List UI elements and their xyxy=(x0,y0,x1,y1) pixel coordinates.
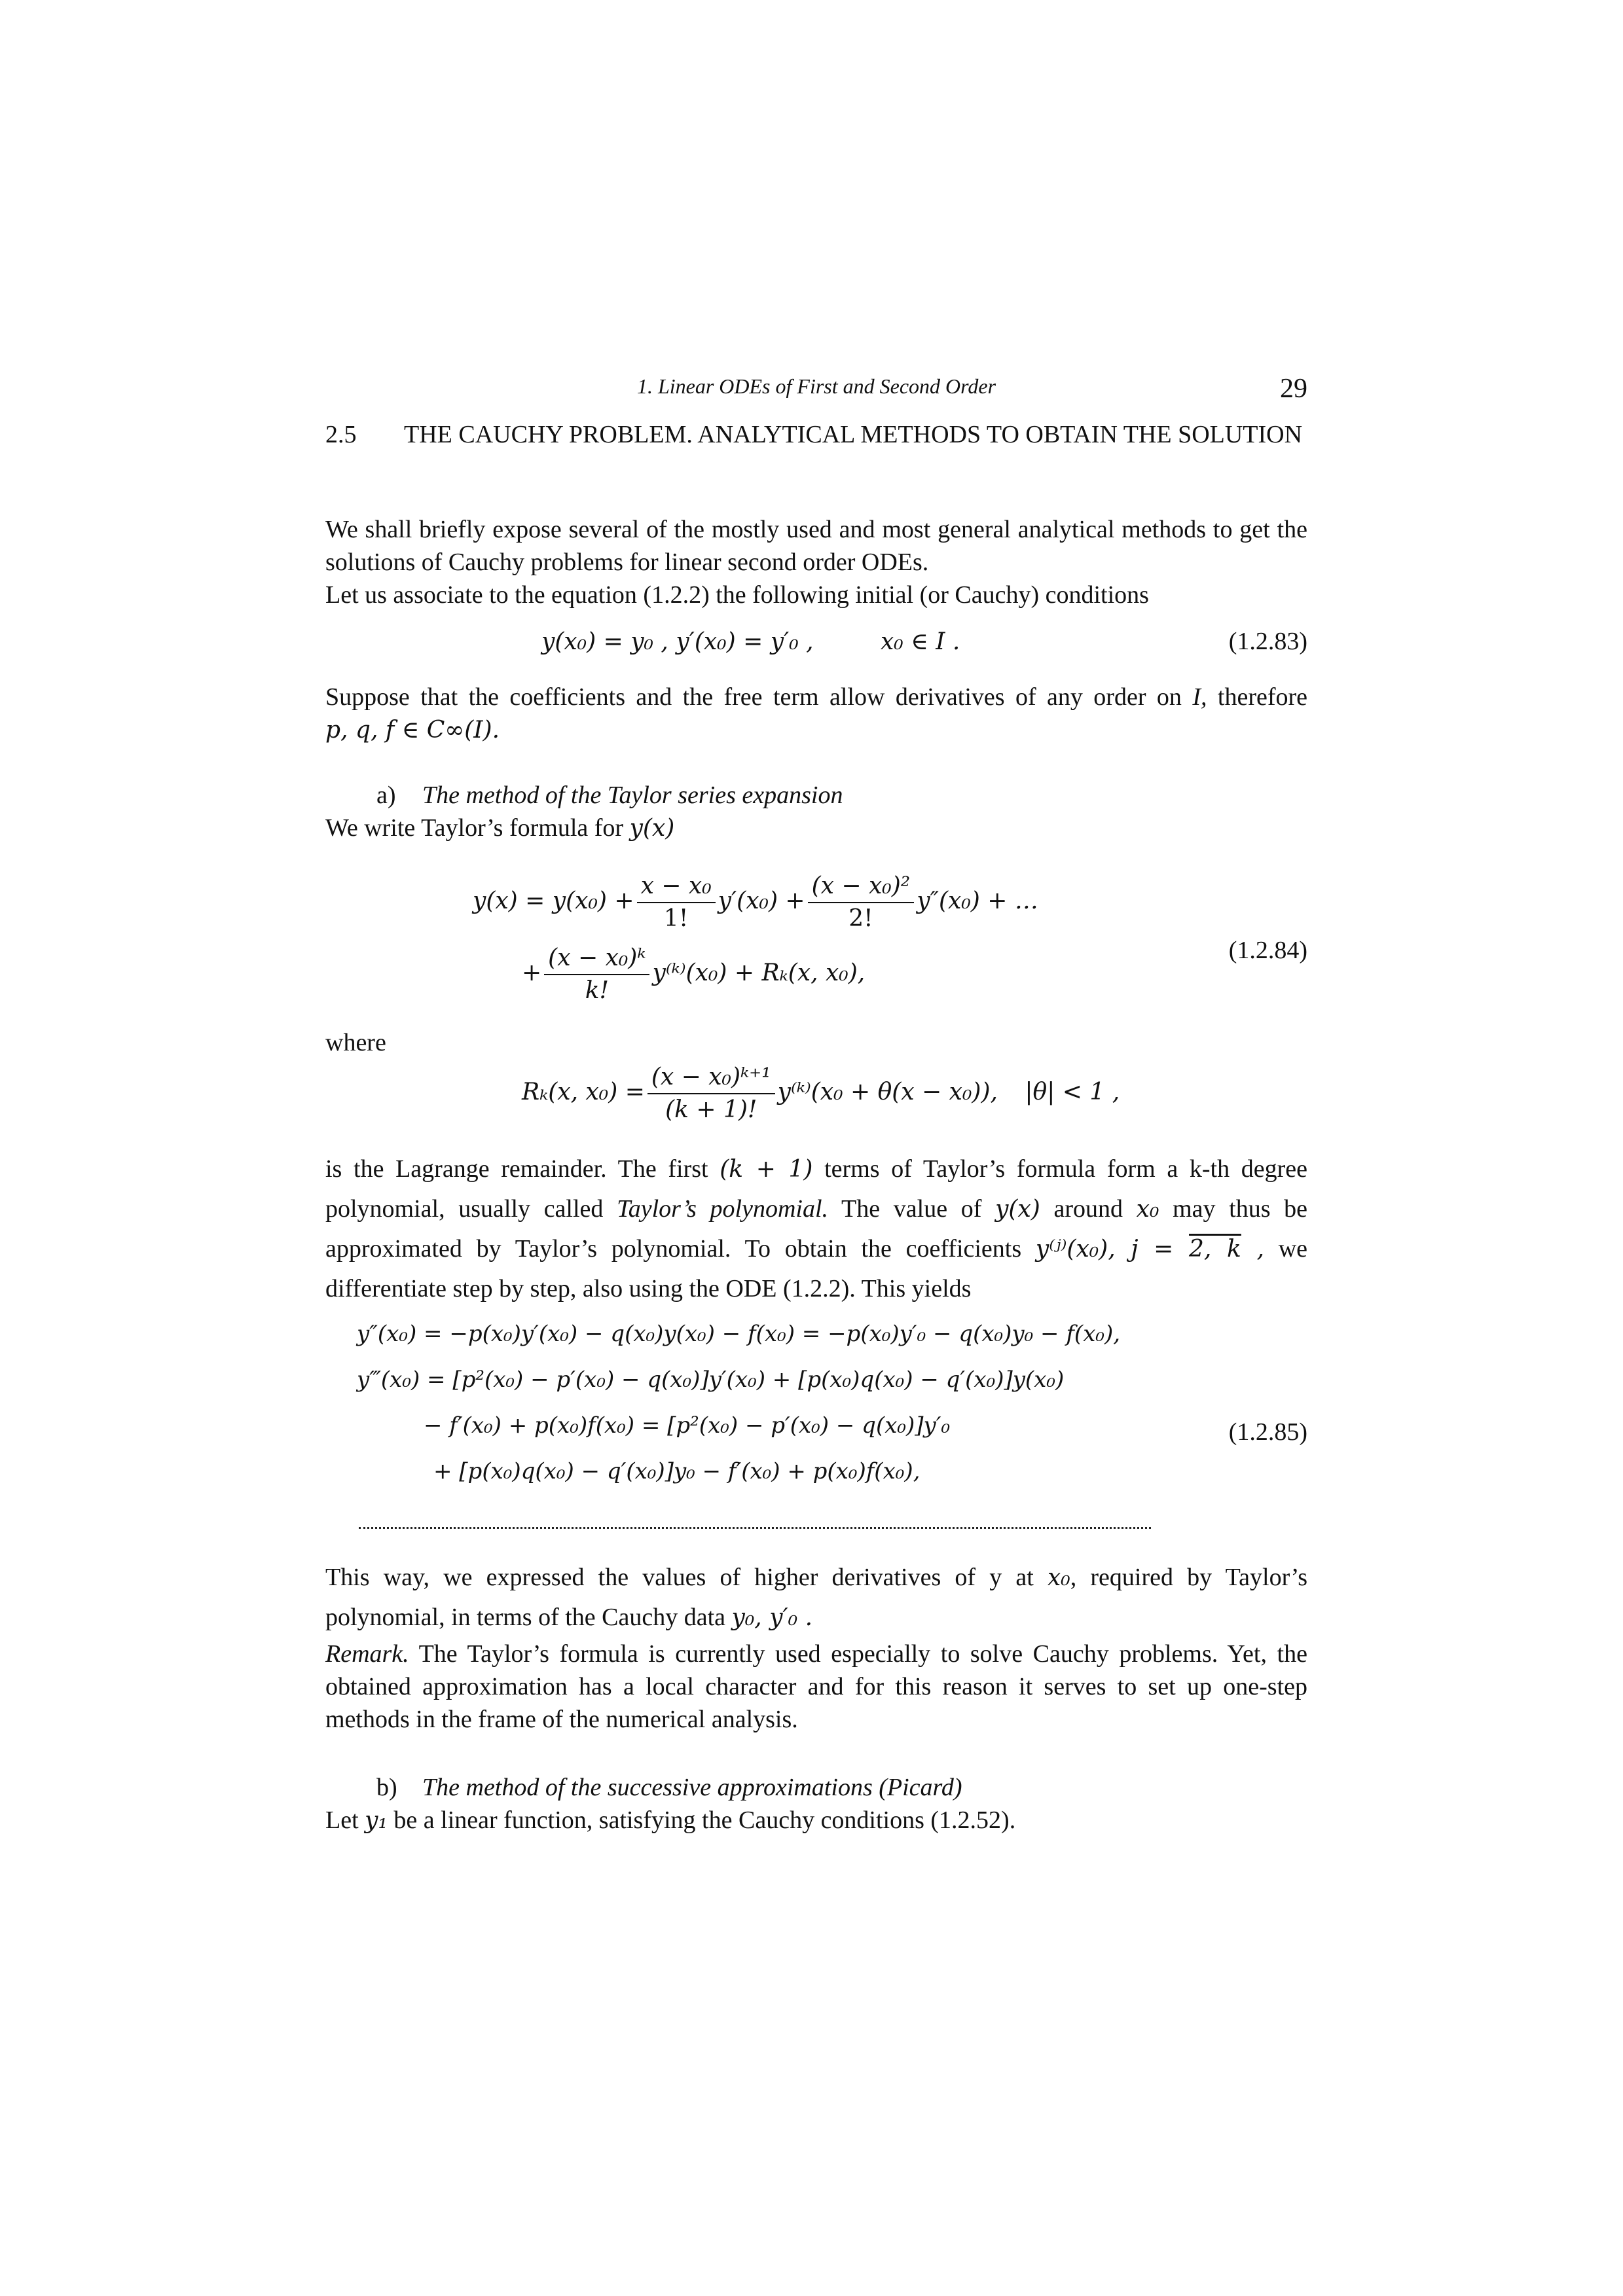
section-title: THE CAUCHY PROBLEM. ANALYTICAL METHODS TO OBTAIN THE SOLUTION xyxy=(404,421,1303,448)
remainder-formula: Rₖ(x, x₀) = $\frac{\text{(x − x₀)ᵏ⁺¹}}{(k + 1)!}$ y⁽ᵏ⁾(x₀ + θ(x − x₀)), |θ| < 1 , xyxy=(522,1062,1120,1126)
running-title: 1. Linear ODEs of First and Second Order xyxy=(636,374,996,398)
intro-conditions-text: Let us associate to the equation (1.2.2) the following initial (or Cauchy) conditions xyxy=(325,581,1149,609)
taylor-intro-math: y(x) xyxy=(629,815,675,842)
method-a-title: The method of the Taylor series expansion xyxy=(422,781,843,809)
intro-text: We shall briefly expose several of the mostly used and most general analytical methods to get the solutions of Cauchy problems for linear second order ODEs. xyxy=(325,516,1307,576)
eq83-domain: x₀ ∈ I . xyxy=(881,628,960,655)
where-label: where xyxy=(325,1029,386,1056)
after-paragraph: This way, we expressed the values of higher derivatives of y at x₀, required by Taylor’s polynomial, in terms of the Cauchy data y₀, y′₀ . xyxy=(325,1564,1308,1631)
continuation-dots xyxy=(359,1527,1151,1529)
eq85-line-4: + [p(x₀)q(x₀) − q′(x₀)]y₀ − f′(x₀) + p(x₀)f(x₀), xyxy=(433,1458,921,1484)
method-b-title: The method of the successive approximations (Picard) xyxy=(422,1774,962,1801)
method-a-label: a) xyxy=(376,781,396,809)
eq85-line-2: y‴(x₀) = [p²(x₀) − p′(x₀) − q(x₀)]y′(x₀) + [p(x₀)q(x₀) − q′(x₀)]y(x₀) xyxy=(357,1367,1065,1393)
equation-1-2-83 xyxy=(325,627,1307,660)
eq85-number: (1.2.85) xyxy=(1228,1418,1307,1446)
smoothness-math: p, q, f ∈ C∞(I). xyxy=(325,717,500,744)
smoothness-interval: I, xyxy=(1192,683,1207,711)
smoothness-lead: therefore xyxy=(1217,683,1308,711)
eq83-number: (1.2.83) xyxy=(1228,628,1307,655)
equation-1-2-84 xyxy=(325,870,1307,1047)
taylor-intro xyxy=(325,812,1307,845)
eq84-line-2: + $\frac{\text{(x − x₀)ᵏ}}{k!}$ y⁽ᵏ⁾(x₀) + Rₖ(x, x₀), xyxy=(522,942,865,1007)
method-b-label: b) xyxy=(376,1774,397,1801)
remark-paragraph xyxy=(325,1638,1307,1736)
lagrange-paragraph: is the Lagrange remainder. The first (k + 1) terms of Taylor’s formula form a k-th degree polynomial, usually called Taylor’s polynomial. The value of y(x) around x₀ may thus be approximated by Taylor’s polynomial. To obtain the coefficients y⁽ʲ⁾(x₀), j = 2, k , we differentiate step by step, also using the ODE (1.2.2). This yields xyxy=(325,1155,1308,1302)
eq85-line-1: y″(x₀) = −p(x₀)y′(x₀) − q(x₀)y(x₀) − f(x₀) = −p(x₀)y′₀ − q(x₀)y₀ − f(x₀), xyxy=(357,1321,1121,1347)
eq84-line-1: y(x) = y(x₀) + $\frac{\text{x − x₀}}{1!}$ y′(x₀) + $\frac{\text{(x − x₀)²}}{2!}$ y″(x₀) + … xyxy=(473,870,1038,935)
eq83-conditions: y(x₀) = y₀ , y′(x₀) = y′₀ , xyxy=(541,628,814,655)
eq84-fraction-2: $\frac{\text{(x − x₀)²}}{2!}$ xyxy=(808,870,915,935)
smoothness-paragraph xyxy=(325,681,1307,747)
eq85-line-3: − f′(x₀) + p(x₀)f(x₀) = [p²(x₀) − p′(x₀) − q(x₀)]y′₀ xyxy=(424,1412,951,1439)
eq84-fraction-3: $\frac{\text{(x − x₀)ᵏ}}{k!}$ xyxy=(544,942,649,1007)
running-header xyxy=(325,372,1307,408)
section-number: 2.5 xyxy=(325,421,357,448)
intro-paragraph xyxy=(325,513,1307,611)
remark-text: The Taylor’s formula is currently used especially to solve Cauchy problems. Yet, the obtained approximation has a local character and for this reason it serves to set up one-step methods in the frame of the numerical analysis. xyxy=(325,1640,1307,1733)
taylor-intro-text: We write Taylor’s formula for xyxy=(325,814,624,842)
equation-1-2-85 xyxy=(325,1321,1307,1517)
remark-label: Remark. xyxy=(325,1640,409,1668)
picard-intro: Let y₁ be a linear function, satisfying the Cauchy conditions (1.2.52). xyxy=(325,1806,1016,1834)
remainder-fraction: $\frac{\text{(x − x₀)ᵏ⁺¹}}{(k + 1)!}$ xyxy=(647,1062,775,1126)
page-number: 29 xyxy=(1280,374,1307,404)
eq84-fraction-1: $\frac{\text{x − x₀}}{1!}$ xyxy=(637,870,716,935)
smoothness-text: Suppose that the coefficients and the free term allow derivatives of any order on xyxy=(325,683,1182,711)
lagrange-remainder-formula xyxy=(325,1062,1307,1140)
eq84-number: (1.2.84) xyxy=(1228,937,1307,964)
